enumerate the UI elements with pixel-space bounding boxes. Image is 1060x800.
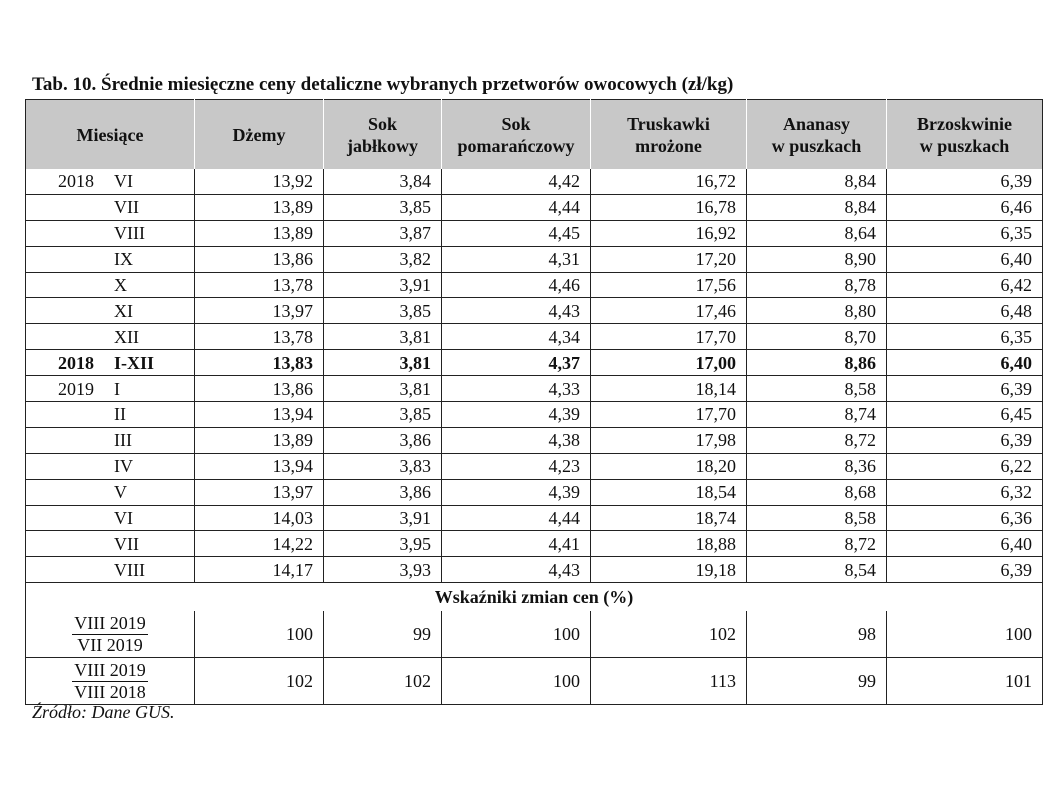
value-cell: 16,78 — [591, 194, 747, 220]
month-cell — [26, 324, 195, 350]
value-cell: 8,84 — [747, 194, 887, 220]
value-cell: 4,37 — [442, 350, 591, 376]
value-cell: 17,20 — [591, 246, 747, 272]
value-cell: 6,39 — [887, 376, 1043, 402]
month-label: IX — [114, 249, 133, 270]
value-cell: 8,68 — [747, 479, 887, 505]
index-value-cell: 102 — [324, 658, 442, 705]
col-header-orange-juice: Sok pomarańczowy — [442, 100, 591, 170]
value-cell: 6,48 — [887, 298, 1043, 324]
month-cell — [26, 453, 195, 479]
value-cell: 3,91 — [324, 272, 442, 298]
year-label: 2018 — [58, 171, 94, 192]
value-cell: 4,23 — [442, 453, 591, 479]
value-cell: 13,86 — [195, 246, 324, 272]
month-cell — [26, 402, 195, 428]
value-cell: 8,86 — [747, 350, 887, 376]
value-cell: 13,83 — [195, 350, 324, 376]
value-cell: 4,39 — [442, 402, 591, 428]
col-header-canned-peaches: Brzoskwinie w puszkach — [887, 100, 1043, 170]
value-cell: 8,64 — [747, 220, 887, 246]
month-label: XI — [114, 300, 133, 321]
index-value-cell: 113 — [591, 658, 747, 705]
table-title: Tab. 10. Średnie miesięczne ceny detaliczne wybranych przetworów owocowych (zł/kg) — [32, 74, 734, 95]
value-cell: 3,93 — [324, 557, 442, 583]
month-cell — [26, 169, 195, 194]
value-cell: 6,35 — [887, 324, 1043, 350]
value-cell: 4,46 — [442, 272, 591, 298]
value-cell: 17,56 — [591, 272, 747, 298]
table-row — [26, 298, 1043, 324]
value-cell: 8,80 — [747, 298, 887, 324]
value-cell: 8,84 — [747, 169, 887, 194]
value-cell: 14,22 — [195, 531, 324, 557]
table-row — [26, 505, 1043, 531]
month-label: VI — [114, 171, 133, 192]
index-value-cell: 100 — [442, 611, 591, 658]
section-label: Wskaźniki zmian cen (%) — [26, 583, 1043, 612]
table-row — [26, 194, 1043, 220]
month-label: I-XII — [114, 352, 155, 373]
header-row — [26, 100, 1043, 170]
value-cell: 8,36 — [747, 453, 887, 479]
fraction-numerator: VIII 2019 — [74, 659, 146, 680]
value-cell: 3,81 — [324, 350, 442, 376]
year-label: 2018 — [58, 352, 94, 373]
value-cell: 6,39 — [887, 557, 1043, 583]
value-cell: 3,85 — [324, 298, 442, 324]
value-cell: 6,39 — [887, 169, 1043, 194]
value-cell: 14,17 — [195, 557, 324, 583]
value-cell: 3,91 — [324, 505, 442, 531]
month-label: VIII — [114, 559, 145, 580]
table-row — [26, 169, 1043, 194]
value-cell: 3,86 — [324, 427, 442, 453]
value-cell: 6,45 — [887, 402, 1043, 428]
value-cell: 8,74 — [747, 402, 887, 428]
month-cell — [26, 220, 195, 246]
index-value-cell: 99 — [324, 611, 442, 658]
index-value-cell: 100 — [887, 611, 1043, 658]
col-header-apple-juice: Sok jabłkowy — [324, 100, 442, 170]
value-cell: 8,58 — [747, 376, 887, 402]
index-value-cell: 99 — [747, 658, 887, 705]
value-cell: 4,43 — [442, 557, 591, 583]
value-cell: 3,86 — [324, 479, 442, 505]
table-row — [26, 272, 1043, 298]
month-cell — [26, 479, 195, 505]
month-cell — [26, 194, 195, 220]
value-cell: 17,98 — [591, 427, 747, 453]
value-cell: 6,32 — [887, 479, 1043, 505]
month-cell — [26, 272, 195, 298]
col-header-canned-pineapple: Ananasy w puszkach — [747, 100, 887, 170]
table-row — [26, 376, 1043, 402]
value-cell: 17,00 — [591, 350, 747, 376]
value-cell: 6,22 — [887, 453, 1043, 479]
value-cell: 6,46 — [887, 194, 1043, 220]
value-cell: 6,40 — [887, 350, 1043, 376]
value-cell: 4,44 — [442, 194, 591, 220]
value-cell: 17,70 — [591, 402, 747, 428]
fraction-numerator: VIII 2019 — [74, 612, 146, 633]
table-row — [26, 531, 1043, 557]
value-cell: 4,41 — [442, 531, 591, 557]
col-header-frozen-strawberries: Truskawki mrożone — [591, 100, 747, 170]
value-cell: 18,14 — [591, 376, 747, 402]
value-cell: 8,72 — [747, 427, 887, 453]
index-value-cell: 100 — [442, 658, 591, 705]
month-label: VII — [114, 197, 139, 218]
month-cell — [26, 557, 195, 583]
value-cell: 3,85 — [324, 194, 442, 220]
value-cell: 6,36 — [887, 505, 1043, 531]
value-cell: 6,40 — [887, 531, 1043, 557]
index-value-cell: 100 — [195, 611, 324, 658]
value-cell: 13,97 — [195, 479, 324, 505]
value-cell: 13,94 — [195, 453, 324, 479]
value-cell: 4,31 — [442, 246, 591, 272]
value-cell: 8,78 — [747, 272, 887, 298]
index-row — [26, 611, 1043, 658]
value-cell: 8,72 — [747, 531, 887, 557]
value-cell: 13,89 — [195, 427, 324, 453]
period-fraction — [72, 613, 147, 656]
index-value-cell: 101 — [887, 658, 1043, 705]
value-cell: 3,95 — [324, 531, 442, 557]
value-cell: 13,78 — [195, 272, 324, 298]
month-cell — [26, 298, 195, 324]
value-cell: 13,86 — [195, 376, 324, 402]
value-cell: 18,88 — [591, 531, 747, 557]
table-row — [26, 350, 1043, 376]
value-cell: 6,39 — [887, 427, 1043, 453]
table-row — [26, 220, 1043, 246]
month-label: XII — [114, 326, 139, 347]
value-cell: 13,78 — [195, 324, 324, 350]
month-label: X — [114, 275, 127, 295]
value-cell: 18,74 — [591, 505, 747, 531]
value-cell: 3,87 — [324, 220, 442, 246]
month-label: I — [114, 378, 120, 399]
table-row — [26, 246, 1043, 272]
value-cell: 3,84 — [324, 169, 442, 194]
value-cell: 4,39 — [442, 479, 591, 505]
index-row — [26, 658, 1043, 705]
value-cell: 8,54 — [747, 557, 887, 583]
section-row — [26, 583, 1043, 612]
value-cell: 13,89 — [195, 220, 324, 246]
index-value-cell: 102 — [195, 658, 324, 705]
value-cell: 18,20 — [591, 453, 747, 479]
value-cell: 3,83 — [324, 453, 442, 479]
month-label: III — [114, 430, 132, 451]
value-cell: 3,85 — [324, 402, 442, 428]
index-value-cell: 102 — [591, 611, 747, 658]
period-fraction — [72, 660, 147, 703]
value-cell: 8,90 — [747, 246, 887, 272]
fraction-denominator: VII 2019 — [77, 634, 143, 655]
value-cell: 4,45 — [442, 220, 591, 246]
month-cell — [26, 505, 195, 531]
month-label: VIII — [114, 223, 145, 244]
value-cell: 18,54 — [591, 479, 747, 505]
month-label: VII — [114, 533, 139, 554]
value-cell: 4,38 — [442, 427, 591, 453]
month-label: VI — [114, 508, 133, 529]
month-cell — [26, 427, 195, 453]
table-row — [26, 402, 1043, 428]
month-label: V — [114, 482, 127, 503]
month-label: IV — [114, 456, 133, 477]
value-cell: 3,82 — [324, 246, 442, 272]
value-cell: 16,92 — [591, 220, 747, 246]
table-row — [26, 479, 1043, 505]
value-cell: 19,18 — [591, 557, 747, 583]
value-cell: 4,34 — [442, 324, 591, 350]
value-cell: 14,03 — [195, 505, 324, 531]
month-label: II — [114, 404, 126, 425]
index-period-cell — [26, 658, 195, 705]
year-label: 2019 — [58, 378, 94, 399]
month-cell — [26, 350, 195, 376]
value-cell: 4,44 — [442, 505, 591, 531]
value-cell: 4,43 — [442, 298, 591, 324]
index-period-cell — [26, 611, 195, 658]
month-cell — [26, 531, 195, 557]
value-cell: 16,72 — [591, 169, 747, 194]
value-cell: 6,35 — [887, 220, 1043, 246]
price-table — [25, 99, 1043, 705]
value-cell: 4,33 — [442, 376, 591, 402]
value-cell: 13,92 — [195, 169, 324, 194]
source-note: Źródło: Dane GUS. — [32, 702, 175, 722]
month-cell — [26, 246, 195, 272]
value-cell: 13,89 — [195, 194, 324, 220]
value-cell: 4,42 — [442, 169, 591, 194]
value-cell: 3,81 — [324, 324, 442, 350]
value-cell: 8,70 — [747, 324, 887, 350]
col-header-months: Miesiące — [26, 100, 195, 170]
fraction-denominator: VIII 2018 — [74, 681, 146, 702]
value-cell: 17,46 — [591, 298, 747, 324]
value-cell: 6,40 — [887, 246, 1043, 272]
month-cell — [26, 376, 195, 402]
table-row — [26, 453, 1043, 479]
value-cell: 17,70 — [591, 324, 747, 350]
index-value-cell: 98 — [747, 611, 887, 658]
value-cell: 8,58 — [747, 505, 887, 531]
value-cell: 13,97 — [195, 298, 324, 324]
value-cell: 3,81 — [324, 376, 442, 402]
col-header-jams: Dżemy — [195, 100, 324, 170]
table-row — [26, 557, 1043, 583]
value-cell: 6,42 — [887, 272, 1043, 298]
value-cell: 13,94 — [195, 402, 324, 428]
table-row — [26, 324, 1043, 350]
table-row — [26, 427, 1043, 453]
